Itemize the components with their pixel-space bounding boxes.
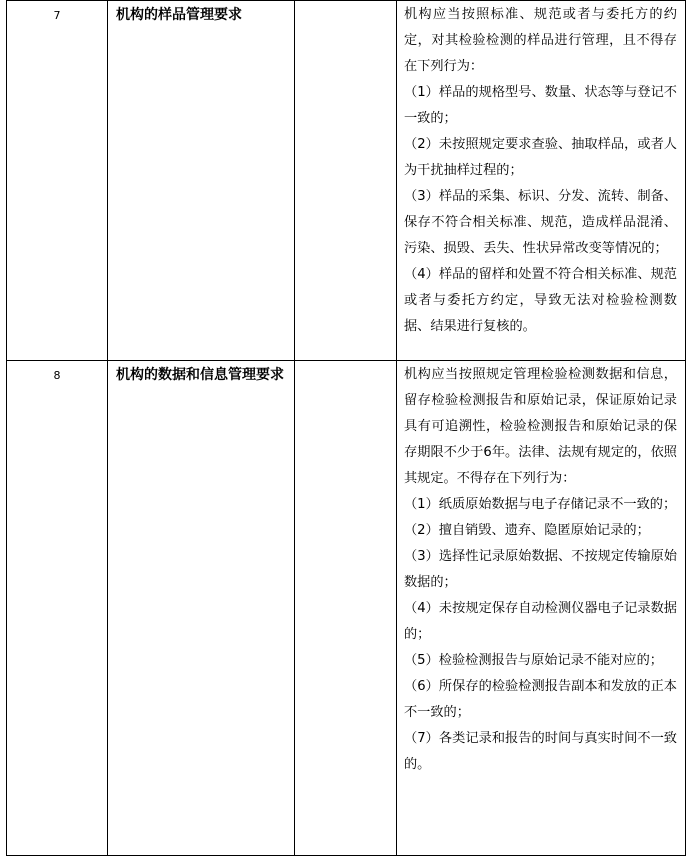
row-number: 7 — [53, 9, 61, 22]
requirement-title: 机构的数据和信息管理要求 — [116, 367, 284, 383]
requirement-item: （5）检验检测报告与原始记录不能对应的； — [404, 653, 663, 668]
requirement-item: （1）纸质原始数据与电子存储记录不一致的； — [404, 497, 677, 512]
table-row — [7, 361, 686, 856]
requirement-content-cell — [397, 361, 686, 856]
row-number: 8 — [53, 369, 61, 382]
requirement-item: （3）样品的采集、标识、分发、流转、制备、保存不符合相关标准、规范，造成样品混淆、污染、损毁、丢失、性状异常改变等情况的； — [404, 189, 677, 256]
row-number-cell — [7, 361, 108, 856]
row-number-cell — [7, 1, 108, 361]
requirement-item: （2）擅自销毁、遗弃、隐匿原始记录的； — [404, 523, 650, 538]
requirement-paragraph: 机构应当按照规定管理检验检测数据和信息，留存检验检测报告和原始记录，保证原始记录具有可追溯性，检验检测报告和原始记录的保存期限不少于6年。法律、法规有规定的，依照其规定。不得存在下列行为： — [404, 367, 677, 486]
requirement-item: （6）所保存的检验检测报告副本和发放的正本不一致的； — [404, 679, 677, 720]
requirement-item: （1）样品的规格型号、数量、状态等与登记不一致的； — [404, 85, 677, 126]
requirement-content-cell — [397, 1, 686, 361]
requirement-item: （4）未按规定保存自动检测仪器电子记录数据的； — [404, 601, 677, 642]
empty-cell — [295, 1, 397, 361]
table-row — [7, 1, 686, 361]
requirement-title-cell — [108, 1, 295, 361]
requirement-item: （4）样品的留样和处置不符合相关标准、规范或者与委托方约定，导致无法对检验检测数据、结果进行复核的。 — [404, 267, 677, 334]
requirement-item: （2）未按照规定要求查验、抽取样品，或者人为干扰抽样过程的； — [404, 137, 677, 178]
requirement-title: 机构的样品管理要求 — [116, 7, 242, 23]
requirement-title-cell — [108, 361, 295, 856]
requirement-paragraph: 机构应当按照标准、规范或者与委托方的约定，对其检验检测的样品进行管理，且不得存在下列行为： — [404, 7, 677, 74]
requirement-item: （7）各类记录和报告的时间与真实时间不一致的。 — [404, 731, 677, 772]
requirement-item: （3）选择性记录原始数据、不按规定传输原始数据的； — [404, 549, 677, 590]
requirements-table — [6, 0, 686, 856]
empty-cell — [295, 361, 397, 856]
